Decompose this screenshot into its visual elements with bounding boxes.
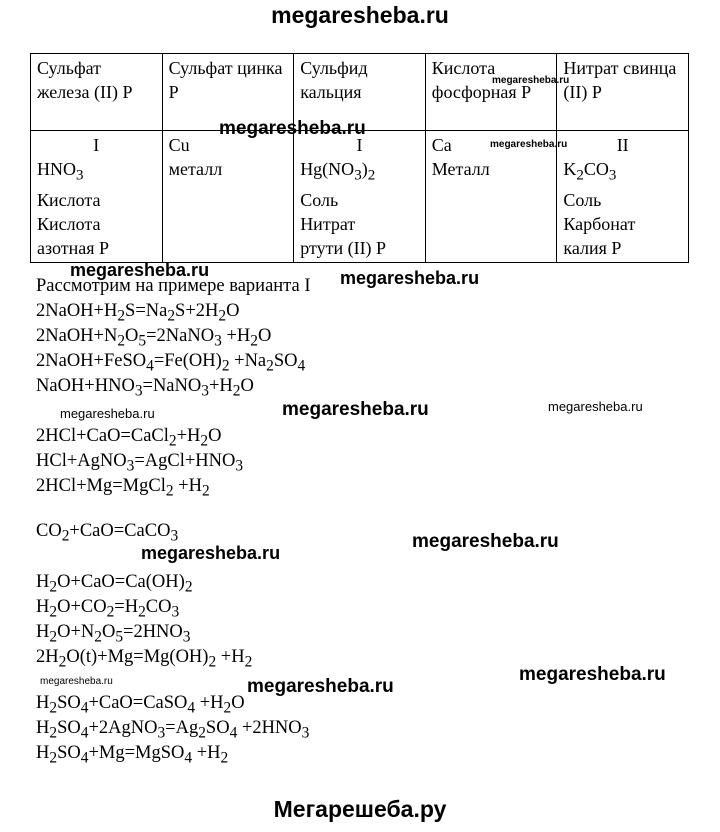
cell-formula: $HNO_3$	[37, 159, 84, 184]
table-header-cell: Кислота фосфорная Р	[425, 54, 557, 131]
cell-text: ртути (II) Р	[300, 237, 387, 258]
watermark: megaresheba.ru	[490, 139, 568, 150]
watermark: megaresheba.ru	[40, 676, 113, 687]
table-header-cell: Сульфид кальция	[294, 54, 426, 131]
equation: 2HCl+Mg=MgCl$_2$ $+H_2$	[36, 476, 210, 500]
equation: $CO_2+CaO=CaCO_3$	[36, 521, 179, 545]
equation: $NaOH+HNO_3=NaNO_3+H_2O$	[36, 376, 254, 400]
cell-text: калия Р	[563, 237, 622, 258]
variant-number: I	[93, 135, 100, 155]
equation: $H_2O+N_2O_5=2HNO_3$	[36, 622, 191, 646]
cell-formula: $K_2CO_3$	[563, 159, 617, 184]
table-header-cell: Нитрат свинца (II) Р	[557, 54, 689, 131]
equation: $2H_2O(t)+Mg=Mg(OH)_2 +H_2$	[36, 647, 253, 671]
variant-number: I	[356, 135, 363, 155]
watermark: megaresheba.ru	[340, 268, 480, 288]
equation: $2HCl+CaO=CaCl_2+H_2O$	[36, 426, 222, 450]
equation: $H_2SO_4+Mg=MgSO_4 +H_2$	[36, 743, 229, 767]
watermark: megaresheba.ru	[412, 531, 559, 552]
cell-text: Карбонат	[563, 213, 636, 234]
cell-text: Кислота	[37, 189, 101, 210]
watermark: megaresheba.ru	[492, 75, 570, 86]
equation: $HCl+AgNO_3=AgCl+HNO_3$	[36, 451, 244, 475]
equation: $H_2SO_4+2AgNO_3=Ag_2SO_4 +2HNO_3$	[36, 718, 310, 742]
table-cell	[31, 131, 163, 263]
equation: $H_2O+CO_2=H_2CO_3$	[36, 597, 180, 621]
cell-text: Кислота	[37, 213, 101, 234]
cell-text: Ca	[431, 135, 452, 155]
equation: $2NaOH+H_2S=Na_2S+2H_2O$	[36, 301, 240, 325]
cell-text: Соль	[300, 189, 339, 210]
cell-text: Cu	[168, 135, 190, 155]
watermark: megaresheba.ru	[247, 676, 394, 697]
equation: $H_2SO_4+CaO=CaSO_4 +H_2O$	[36, 693, 245, 717]
cell-text: Соль	[563, 189, 602, 210]
table-cell	[162, 131, 294, 263]
equation: $2NaOH+FeSO_4=Fe(OH)_2 +Na_2SO_4$	[36, 351, 306, 375]
watermark: megaresheba.ru	[282, 399, 429, 420]
table-cell	[425, 131, 557, 263]
watermark: megaresheba.ru	[141, 543, 281, 563]
watermark: megaresheba.ru	[70, 260, 210, 280]
cell-formula: $Hg(NO_3)_2$	[300, 159, 376, 184]
watermark: megaresheba.ru	[548, 399, 643, 414]
cell-text: Нитрат	[300, 213, 356, 234]
classification-table	[30, 53, 689, 263]
table-cell	[294, 131, 426, 263]
equation: $H_2O+CaO=Ca(OH)_2$	[36, 572, 193, 596]
site-brand-header[interactable]: megaresheba.ru	[271, 2, 449, 28]
watermark: megaresheba.ru	[519, 664, 666, 685]
watermark: megaresheba.ru	[219, 118, 366, 139]
site-brand-footer[interactable]: Мегарешеба.ру	[273, 796, 447, 822]
watermark: megaresheba.ru	[60, 406, 155, 421]
equation: $2NaOH+N_2O_5=2NaNO_3 +H_2O$	[36, 326, 272, 350]
cell-text: металл	[168, 159, 223, 179]
variant-number: II	[616, 135, 629, 155]
cell-text: азотная Р	[37, 237, 110, 258]
table-cell	[557, 131, 689, 263]
intro-text: Рассмотрим на примере варианта I	[36, 276, 311, 296]
table-header-cell: Сульфат цинка Р	[162, 54, 294, 131]
cell-text: Металл	[431, 159, 490, 179]
table-header-cell: Сульфат железа (II) Р	[31, 54, 163, 131]
table-row	[31, 131, 689, 263]
